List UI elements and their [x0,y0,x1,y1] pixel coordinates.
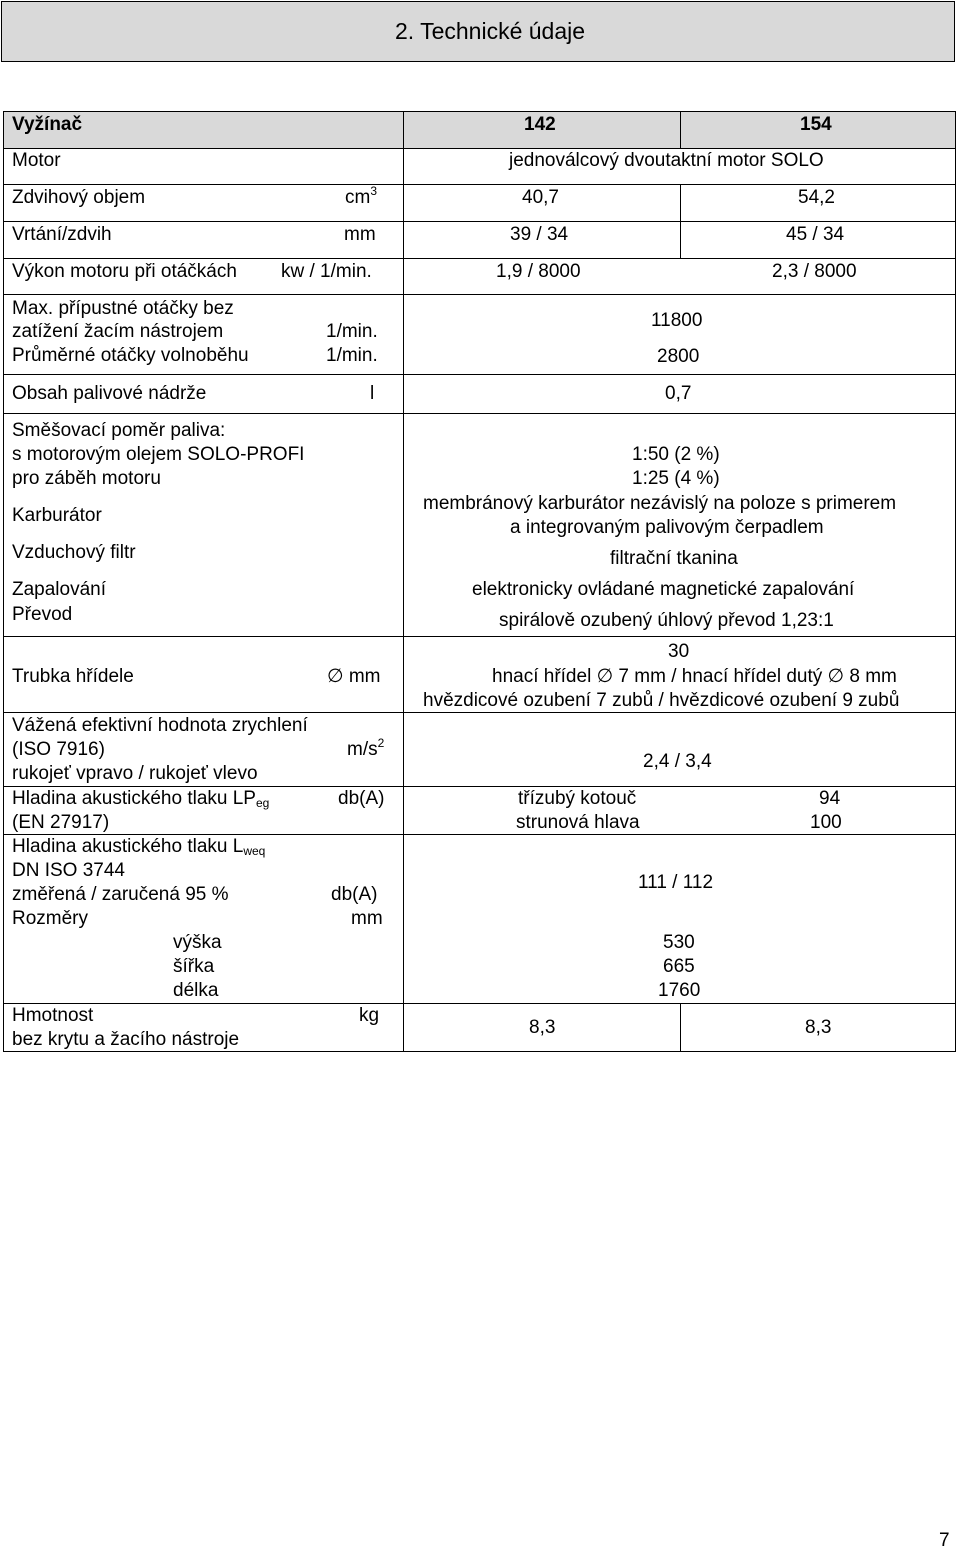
power-154: 2,3 / 8000 [772,261,857,282]
vibration-value: 2,4 / 3,4 [643,751,712,772]
rule [3,111,4,1052]
ignition-label: Zapalování [12,579,107,600]
carburetor-line2: a integrovaným palivovým čerpadlem [510,517,824,538]
mix-line3: pro záběh motoru [12,468,161,489]
carburetor-label: Karburátor [12,505,102,526]
max-rpm-unit: 1/min. [326,321,378,342]
noise-lw-line2: DN ISO 3744 [12,860,125,881]
header-label: Vyžínač [12,114,83,135]
weight-unit: kg [359,1005,380,1026]
rule [3,636,956,637]
max-rpm-line1: Max. přípustné otáčky bez [12,298,234,319]
noise-lw-line3: změřená / zaručená 95 % [12,884,229,905]
power-label: Výkon motoru při otáčkách [12,261,237,282]
noise-lp-line1 [12,788,269,810]
max-rpm-line2: zatížení žacím nástrojem [12,321,224,342]
rule [3,712,956,713]
shaft-tube-line3: hvězdicové ozubení 7 zubů / hvězdicové ozubení 9 zubů [423,690,900,711]
power-142: 1,9 / 8000 [496,261,581,282]
displacement-154: 54,2 [798,187,835,208]
header-col-142: 142 [524,114,556,135]
carburetor-line1: membránový karburátor nezávislý na poloze s primerem [423,493,897,514]
section-title: 2. Technické údaje [394,18,586,44]
length-label: délka [173,980,219,1001]
mix-line1: Směšovací poměr paliva: [12,420,226,441]
air-filter-value: filtrační tkanina [610,548,738,569]
rule [403,111,404,1052]
motor-label: Motor [12,150,61,171]
rule [3,1003,956,1004]
motor-value: jednoválcový dvoutaktní motor SOLO [509,150,824,171]
max-rpm-value: 11800 [651,310,703,331]
bore-stroke-label: Vrtání/zdvih [12,224,112,245]
rule [3,221,956,222]
height-label: výška [173,932,222,953]
tank-unit: l [370,383,375,404]
rule [680,111,681,148]
noise-lp-unit: db(A) [338,788,385,809]
length-value: 1760 [658,980,701,1001]
rule [3,184,956,185]
tank-value: 0,7 [665,383,692,404]
noise-lw-line1-sub: weq [243,844,266,858]
noise-lp-line1-sub: eg [255,796,270,810]
weight-154: 8,3 [805,1017,832,1038]
air-filter-label: Vzduchový filtr [12,542,136,563]
noise-lp-key2: strunová hlava [516,812,640,833]
dimensions-unit: mm [351,908,383,929]
page-number: 7 [939,1530,950,1551]
noise-lp-line2: (EN 27917) [12,812,110,833]
vibration-line3: rukojeť vpravo / rukojeť vlevo [12,763,258,784]
idle-rpm-value: 2800 [657,346,700,367]
shaft-tube-line2a: hnací hřídel [492,666,592,687]
height-value: 530 [663,932,695,953]
rule [3,294,956,295]
rule [3,834,956,835]
rule [3,786,956,787]
width-label: šířka [173,956,215,977]
idle-rpm-unit: 1/min. [326,345,378,366]
noise-lw-line1 [12,836,265,858]
rule [3,258,956,259]
section-header [1,1,955,62]
ignition-value: elektronicky ovládané magnetické zapalování [472,579,855,600]
noise-lp-val1: 94 [819,788,841,809]
bore-stroke-142: 39 / 34 [510,224,569,245]
rule [680,1003,681,1051]
gear-label: Převod [12,604,73,625]
displacement-unit-sup: 3 [370,184,378,198]
noise-lp-val2: 100 [810,812,842,833]
mix-ratio-1: 1:50 (2 %) [632,444,720,465]
noise-lw-line1-text: Hladina akustického tlaku L [12,836,244,857]
displacement-label: Zdvihový objem [12,187,146,208]
shaft-tube-unit [327,666,381,688]
rule [3,1051,956,1052]
weight-line1: Hmotnost [12,1005,94,1026]
shaft-tube-line1: 30 [668,641,690,662]
rule [680,184,681,258]
shaft-tube-label: Trubka hřídele [12,666,134,687]
bore-stroke-unit: mm [344,224,376,245]
weight-142: 8,3 [529,1017,556,1038]
tank-label: Obsah palivové nádrže [12,383,207,404]
rule [3,374,956,375]
power-unit: kw / 1/min. [281,261,372,282]
dimensions-label: Rozměry [12,908,89,929]
header-col-154: 154 [800,114,832,135]
noise-lp-key1: třízubý kotouč [518,788,637,809]
diameter-icon: ∅ [596,666,614,687]
bore-stroke-154: 45 / 34 [786,224,845,245]
noise-lw-unit: db(A) [331,884,378,905]
idle-rpm-label: Průměrné otáčky volnoběhu [12,345,249,366]
vibration-line2: (ISO 7916) [12,739,105,760]
rule [3,413,956,414]
vibration-unit-text: m/s [347,739,378,760]
vibration-unit-sup: 2 [377,736,385,750]
weight-line2: bez krytu a žacího nástroje [12,1029,240,1050]
vibration-line1: Vážená efektivní hodnota zrychlení [12,715,308,736]
displacement-unit-text: cm [345,187,371,208]
vibration-unit [347,736,385,761]
noise-lw-value: 111 / 112 [638,872,714,893]
shaft-tube-unit-text: mm [348,666,381,687]
shaft-tube-line2 [492,666,897,688]
displacement-unit [345,184,378,209]
rule [955,111,956,1052]
rule [3,148,956,149]
diameter-icon: ∅ [827,666,845,687]
shaft-tube-line2c: 8 mm [849,666,897,687]
noise-lp-line1-text: Hladina akustického tlaku LP [12,788,256,809]
displacement-142: 40,7 [522,187,559,208]
rule [3,111,956,112]
gear-value: spirálově ozubený úhlový převod 1,23:1 [499,610,834,631]
diameter-icon: ∅ [327,666,344,687]
mix-ratio-2: 1:25 (4 %) [632,468,720,489]
mix-line2: s motorovým olejem SOLO-PROFI [12,444,305,465]
shaft-tube-line2b: 7 mm / hnací hřídel dutý [618,666,823,687]
width-value: 665 [663,956,695,977]
